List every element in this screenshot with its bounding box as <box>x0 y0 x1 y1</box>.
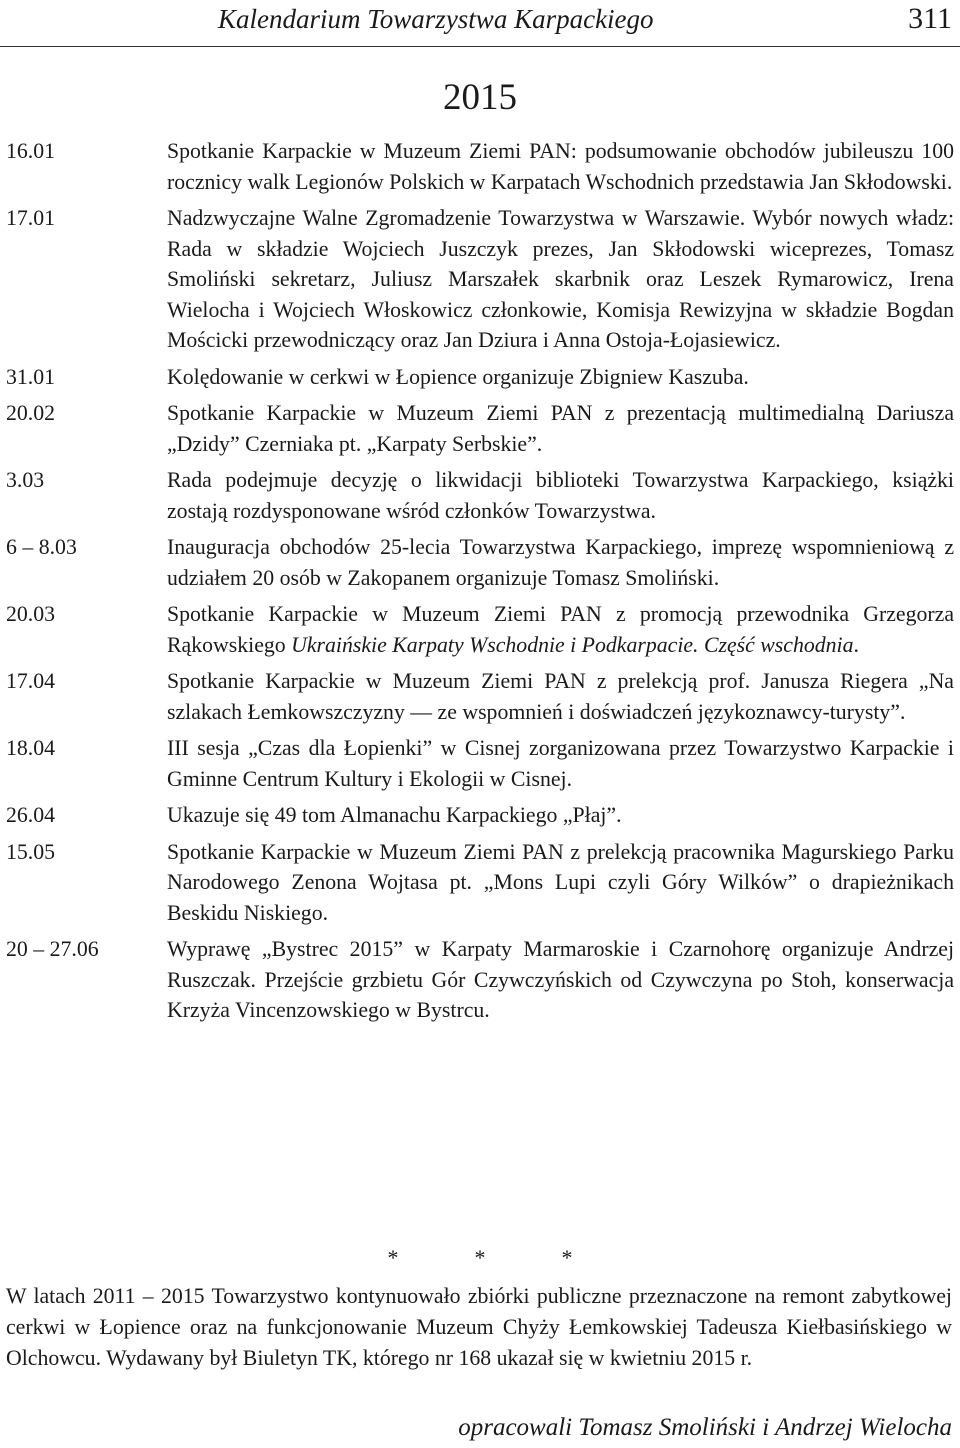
entry-text: Inauguracja obchodów 25-lecia Towarzystwa Karpackiego, imprezę wspomnieniową z udziałem 20 osób w Zakopanem organizuje Tomasz Smoliński. <box>167 535 954 590</box>
entry-text: Wyprawę „Bystrec 2015” w Karpaty Marmaroskie i Czarnohorę organizuje Andrzej Ruszczak. Przejście grzbietu Gór Czywczyńskich od Czywczyna po Stoh, konserwacja Krzyża Vincenzowskiego w Bystrcu. <box>167 937 954 1022</box>
authors-signature: opracowali Tomasz Smoliński i Andrzej Wielocha <box>458 1414 952 1441</box>
entry-date: 3.03 <box>6 468 45 492</box>
entry-date: 26.04 <box>6 803 56 827</box>
calendar-entry <box>0 203 960 356</box>
calendar-entry <box>0 733 960 794</box>
calendar-entry <box>0 934 960 1026</box>
entry-date: 18.04 <box>6 736 56 760</box>
section-separator <box>0 1245 960 1271</box>
calendar-entry <box>0 599 960 660</box>
year-heading: 2015 <box>443 77 517 118</box>
calendar-entry <box>0 465 960 526</box>
calendar-entry <box>0 362 960 393</box>
entry-text: Ukazuje się 49 tom Almanachu Karpackiego „Płaj”. <box>167 803 622 827</box>
entry-text: Spotkanie Karpackie w Muzeum Ziemi PAN z prelekcją pracownika Magurskiego Parku Narodowego Zenona Wojtasa pt. „Mons Lupi czyli Góry Wilków” o drapieżnikach Beskidu Niskiego. <box>167 839 954 925</box>
calendar-entry <box>0 532 960 593</box>
header-title: Kalendarium Towarzystwa Karpackiego <box>218 4 654 34</box>
entry-text: Rada podejmuje decyzję o likwidacji biblioteki Towarzystwa Karpackiego, książki zostają rozdysponowane wśród członków Towarzystwa. <box>167 468 954 523</box>
entry-text: Spotkanie Karpackie w Muzeum Ziemi PAN: podsumowanie obchodów jubileuszu 100 rocznicy walk Legionów Polskich w Karpatach Wschodnich przedstawia Jan Skłodowski. <box>167 139 954 194</box>
page-number: 311 <box>908 2 952 35</box>
entry-text: Kolędowanie w cerkwi w Łopience organizuje Zbigniew Kaszuba. <box>167 364 749 389</box>
entry-date: 20.02 <box>6 401 56 425</box>
asterisk: * <box>561 1245 573 1270</box>
entry-date: 20.03 <box>6 602 56 626</box>
asterisk: * <box>387 1245 399 1270</box>
entry-date: 16.01 <box>6 139 56 163</box>
calendar-entry <box>0 398 960 459</box>
entry-text: III sesja „Czas dla Łopienki” w Cisnej zorganizowana przez Towarzystwo Karpackie i Gminne Centrum Kultury i Ekologii w Cisnej. <box>167 736 954 791</box>
running-header <box>0 0 960 47</box>
entry-date: 15.05 <box>6 839 56 864</box>
calendar-entry <box>0 136 960 197</box>
book-title: Ukraińskie Karpaty Wschodnie i Podkarpacie. Część wschodnia <box>291 632 854 657</box>
entry-text-plain: Spotkanie Karpackie w Muzeum Ziemi PAN z promocją przewodnika Grzegorza Rąkowskiego <box>167 602 954 657</box>
calendar-entry <box>0 837 960 929</box>
entry-text: Spotkanie Karpackie w Muzeum Ziemi PAN z prezentacją multimedialną Dariusza „Dzidy” Czerniaka pt. „Karpaty Serbskie”. <box>167 401 954 456</box>
entry-date: 6 – 8.03 <box>6 535 77 559</box>
calendar-entry <box>0 800 960 831</box>
entry-text: Spotkanie Karpackie w Muzeum Ziemi PAN z prelekcją prof. Janusza Riegera „Na szlakach Łemkowszczyzny — ze wspomnień i doświadczeń językoznawcy-turysty”. <box>167 669 954 724</box>
entry-text: Nadzwyczajne Walne Zgromadzenie Towarzystwa w Warszawie. Wybór nowych władz: Rada w składzie Wojciech Juszczyk prezes, Jan Skłodowski wiceprezes, Tomasz Smoliński sekretarz, Juliusz Marszałek skarbnik oraz Leszek Rymarowicz, Irena Wielocha i Wojciech Włoskowicz członkowie, Komisja Rewizyjna w składzie Bogdan Mościcki przewodniczący oraz Jan Dziura i Anna Ostoja-Łojasiewicz. <box>167 206 954 352</box>
entry-date: 31.01 <box>6 364 56 389</box>
calendar-entry <box>0 666 960 727</box>
entry-date: 20 – 27.06 <box>6 937 99 961</box>
asterisk: * <box>474 1245 486 1270</box>
calendar-entries <box>0 136 960 1032</box>
summary-paragraph: W latach 2011 – 2015 Towarzystwo kontynuowało zbiórki publiczne przeznaczone na remont zabytkowej cerkwi w Łopience oraz na funkcjonowanie Muzeum Chyży Łemkowskiej Tadeusza Kiełbasińskiego w Olchowcu. Wydawany był Biuletyn TK, którego nr 168 ukazał się w kwietniu 2015 r. <box>6 1284 952 1370</box>
entry-date: 17.04 <box>6 669 56 693</box>
entry-text-end: . <box>853 632 859 657</box>
entry-date: 17.01 <box>6 206 56 230</box>
entry-text <box>167 599 954 660</box>
